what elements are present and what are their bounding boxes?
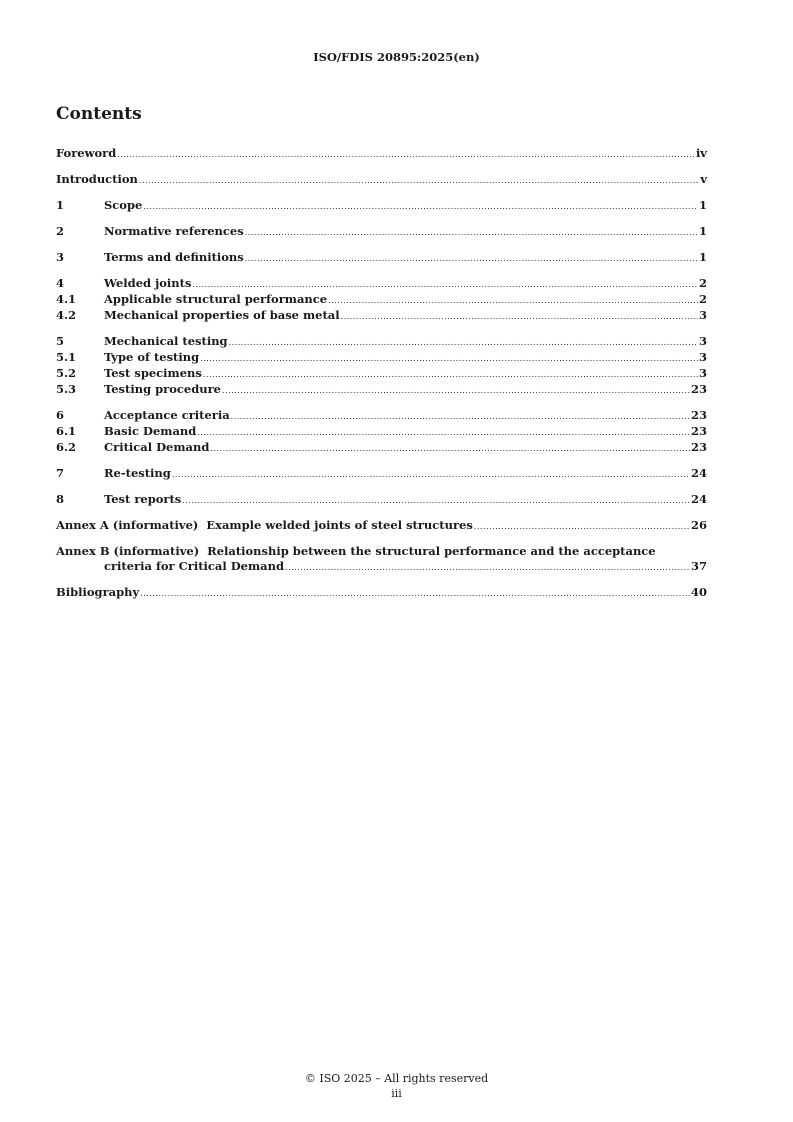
toc-page: 3 — [698, 308, 707, 322]
toc-page: 23 — [690, 382, 707, 396]
toc-title: Critical Demand — [104, 440, 210, 454]
toc-title: Annex B (informative) Relationship between the structural performance and the acceptance — [56, 544, 656, 558]
toc-number: 4 — [56, 276, 65, 290]
toc-number: 1 — [56, 198, 65, 212]
toc-leader — [474, 519, 690, 534]
toc-number: 6 — [56, 408, 65, 422]
toc-page: 2 — [698, 292, 707, 306]
toc-entry-4[interactable] — [56, 276, 707, 292]
toc-title: Testing procedure — [104, 382, 221, 396]
toc-page: iv — [695, 146, 707, 160]
toc-leader — [231, 409, 690, 424]
toc-entry-5-3[interactable] — [56, 382, 707, 398]
toc-leader — [245, 251, 698, 266]
toc-leader — [143, 199, 698, 214]
toc-leader — [203, 367, 698, 382]
toc-leader — [172, 467, 690, 482]
toc-leader — [245, 225, 698, 240]
toc-entry-6[interactable] — [56, 408, 707, 424]
toc-entry-3[interactable] — [56, 250, 707, 266]
toc-leader — [140, 586, 690, 601]
toc-title: Introduction — [56, 172, 138, 186]
document-header: ISO/FDIS 20895:2025(en) — [313, 50, 480, 64]
toc-number: 4.1 — [56, 292, 77, 306]
toc-entry-annex-b[interactable] — [56, 544, 707, 575]
toc-title: Re-testing — [104, 466, 171, 480]
toc-leader — [200, 351, 698, 366]
toc-entry-bibliography[interactable] — [56, 585, 707, 601]
toc-title: Terms and definitions — [104, 250, 244, 264]
toc-leader — [117, 147, 695, 162]
toc-entry-6-2[interactable] — [56, 440, 707, 456]
toc-entry-5-2[interactable] — [56, 366, 707, 382]
toc-page: 23 — [690, 424, 707, 438]
toc-title: Normative references — [104, 224, 244, 238]
toc-entry-introduction[interactable] — [56, 172, 707, 188]
toc-leader — [229, 335, 698, 350]
toc-title: Test specimens — [104, 366, 202, 380]
toc-number: 7 — [56, 466, 65, 480]
toc-title: Applicable structural performance — [104, 292, 328, 306]
toc-entry-annex-a[interactable] — [56, 518, 707, 534]
toc-number: 8 — [56, 492, 65, 506]
toc-entry-2[interactable] — [56, 224, 707, 240]
page-number: iii — [391, 1087, 402, 1100]
toc-title: Foreword — [56, 146, 117, 160]
toc-page: 24 — [690, 492, 707, 506]
toc-entry-4-2[interactable] — [56, 308, 707, 324]
toc-title: Type of testing — [104, 350, 200, 364]
toc-leader — [197, 425, 690, 440]
toc-entry-8[interactable] — [56, 492, 707, 508]
toc-number: 4.2 — [56, 308, 77, 322]
toc-entry-5-1[interactable] — [56, 350, 707, 366]
toc-leader — [328, 293, 698, 308]
toc-title: Test reports — [104, 492, 182, 506]
toc-leader — [182, 493, 690, 508]
page-footer — [0, 1071, 793, 1101]
toc-number: 5 — [56, 334, 65, 348]
toc-title: Bibliography — [56, 585, 140, 599]
toc-leader — [341, 309, 698, 324]
toc-number: 5.2 — [56, 366, 77, 380]
toc-title: Basic Demand — [104, 424, 197, 438]
toc-leader — [139, 173, 699, 188]
toc-title: Mechanical properties of base metal — [104, 308, 340, 322]
toc-page: 2 — [698, 276, 707, 290]
toc-number: 3 — [56, 250, 65, 264]
toc-leader — [210, 441, 690, 456]
toc-entry-6-1[interactable] — [56, 424, 707, 440]
toc-leader — [285, 560, 690, 575]
toc-page: 40 — [690, 585, 707, 599]
toc-leader — [222, 383, 690, 398]
toc-title: Acceptance criteria — [104, 408, 230, 422]
toc-page: 3 — [698, 350, 707, 364]
table-of-contents — [56, 146, 707, 601]
toc-entry-7[interactable] — [56, 466, 707, 482]
toc-page: 26 — [690, 518, 707, 532]
toc-title-continued: criteria for Critical Demand — [104, 559, 285, 573]
toc-entry-1[interactable] — [56, 198, 707, 214]
toc-entry-4-1[interactable] — [56, 292, 707, 308]
toc-page: 24 — [690, 466, 707, 480]
toc-number: 2 — [56, 224, 65, 238]
toc-page: 3 — [698, 366, 707, 380]
toc-title: Welded joints — [104, 276, 192, 290]
toc-number: 5.3 — [56, 382, 77, 396]
toc-page: 1 — [698, 224, 707, 238]
copyright-notice: © ISO 2025 – All rights reserved — [304, 1072, 489, 1085]
toc-page: 3 — [698, 334, 707, 348]
contents-heading: Contents — [56, 104, 142, 124]
toc-page: 23 — [690, 408, 707, 422]
toc-title: Scope — [104, 198, 143, 212]
toc-entry-foreword[interactable] — [56, 146, 707, 162]
toc-title: Annex A (informative) Example welded joints of steel structures — [56, 518, 473, 532]
toc-entry-5[interactable] — [56, 334, 707, 350]
toc-page: 1 — [698, 250, 707, 264]
toc-page: 37 — [690, 559, 707, 573]
toc-number: 6.2 — [56, 440, 77, 454]
toc-number: 5.1 — [56, 350, 77, 364]
toc-page: 23 — [690, 440, 707, 454]
toc-title: Mechanical testing — [104, 334, 228, 348]
toc-leader — [192, 277, 698, 292]
toc-page: 1 — [698, 198, 707, 212]
toc-number: 6.1 — [56, 424, 77, 438]
toc-page: v — [700, 172, 707, 186]
